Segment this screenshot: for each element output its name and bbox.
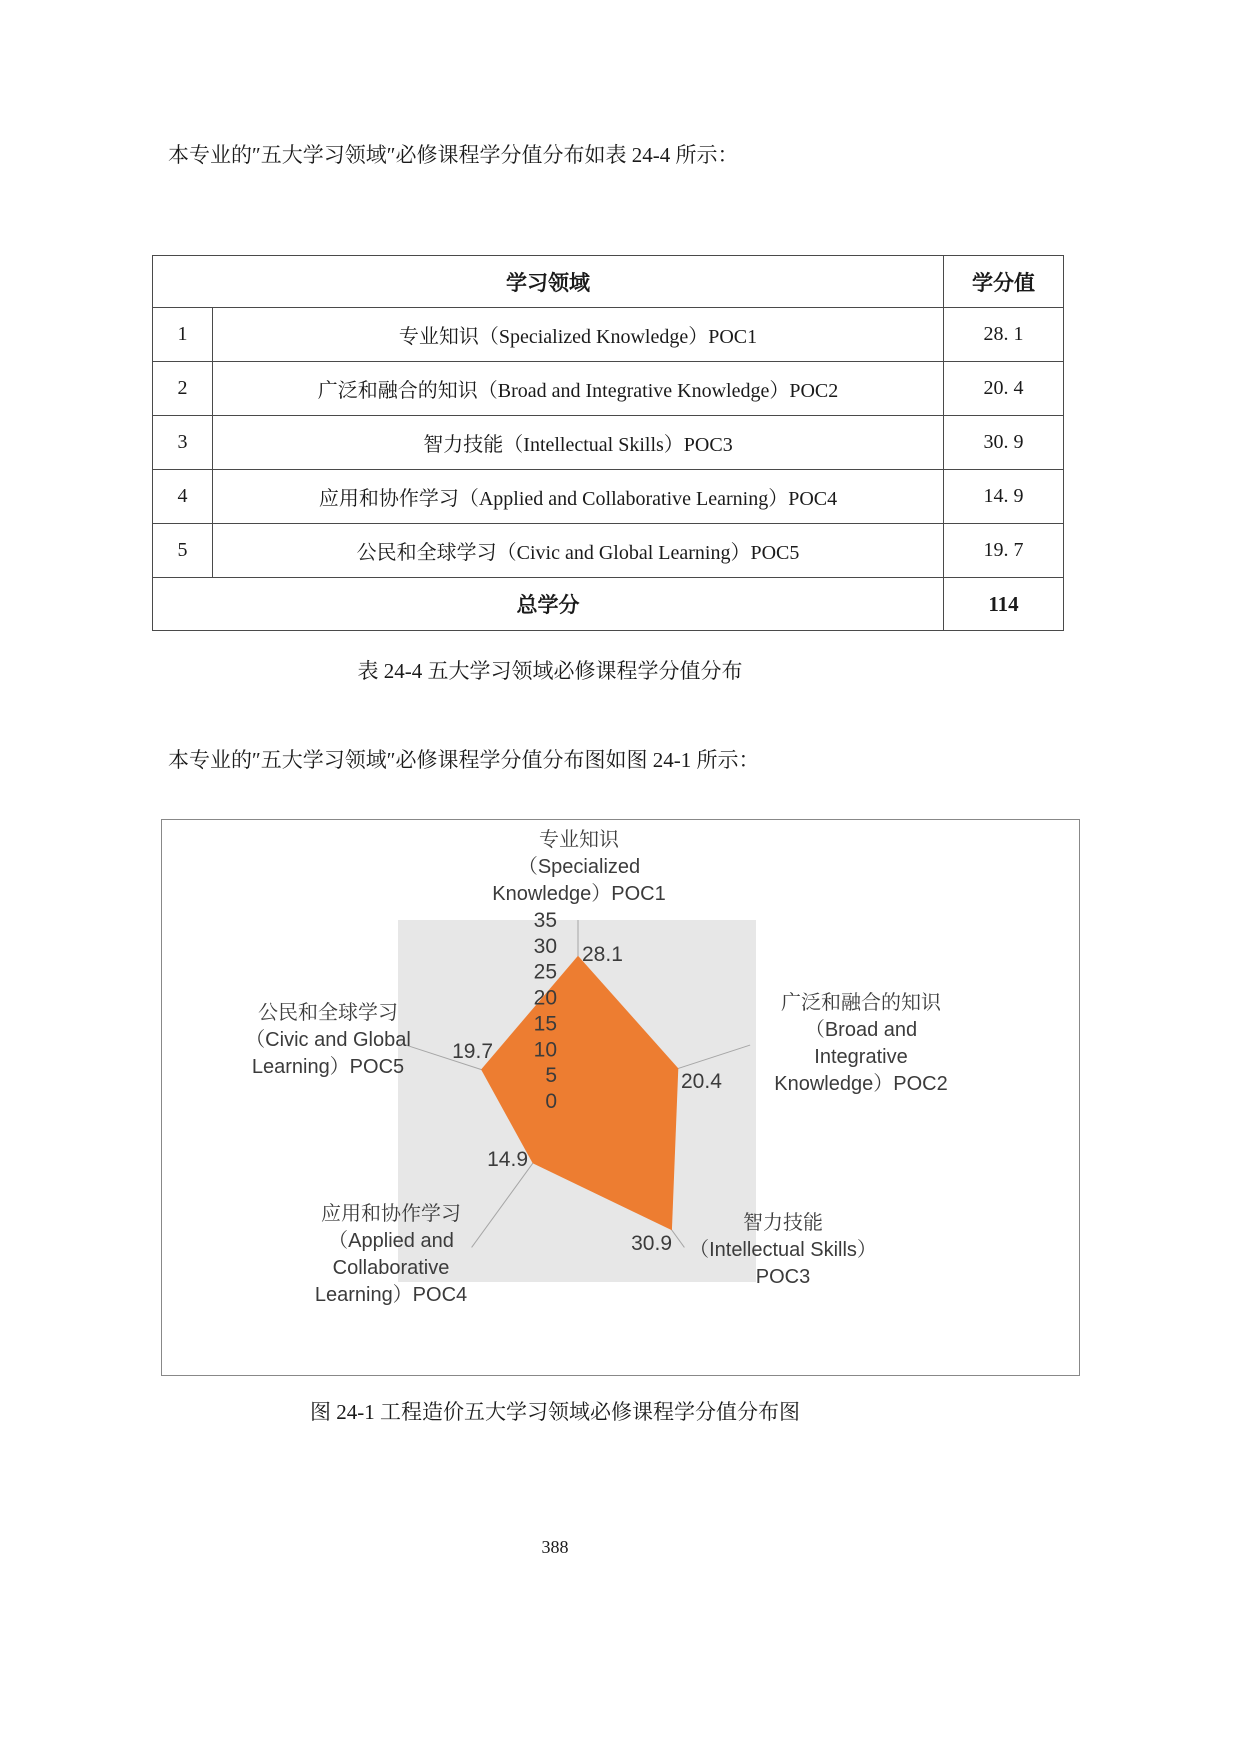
category-label-line: （Broad and bbox=[804, 1019, 918, 1041]
category-label-line: 公民和全球学习 bbox=[258, 1002, 398, 1024]
table-row bbox=[153, 524, 1064, 578]
table-row bbox=[153, 416, 1064, 470]
area-name-cell: 广泛和融合的知识（Broad and Integrative Knowledge）POC2 bbox=[213, 362, 944, 416]
category-label-poc3 bbox=[689, 1210, 877, 1291]
credits-table-body bbox=[153, 256, 1064, 631]
table-row bbox=[153, 362, 1064, 416]
page-number: 388 bbox=[541, 1537, 569, 1557]
total-value-cell: 114 bbox=[944, 578, 1064, 631]
table-caption: 表 24-4 五大学习领域必修课程学分值分布 bbox=[357, 659, 743, 683]
radial-axis-tick-35: 35 bbox=[533, 909, 557, 932]
table-total-row bbox=[153, 578, 1064, 631]
row-number-cell: 3 bbox=[153, 416, 213, 470]
category-label-poc5 bbox=[245, 1000, 411, 1081]
table-header-credits: 学分值 bbox=[944, 256, 1064, 308]
category-label-line: Collaborative bbox=[332, 1257, 450, 1279]
category-label-line: 专业知识 bbox=[539, 829, 619, 851]
credit-value-cell: 19. 7 bbox=[944, 524, 1064, 578]
figure-caption: 图 24-1 工程造价五大学习领域必修课程学分值分布图 bbox=[310, 1400, 800, 1424]
data-value-label-poc4: 14.9 bbox=[487, 1148, 528, 1171]
radial-axis-tick-15: 15 bbox=[533, 1012, 557, 1036]
data-value-label-poc1: 28.1 bbox=[582, 943, 623, 966]
data-value-label-poc2: 20.4 bbox=[681, 1070, 722, 1093]
area-name-cell: 公民和全球学习（Civic and Global Learning）POC5 bbox=[213, 524, 944, 578]
category-label-line: 智力技能 bbox=[743, 1212, 823, 1234]
total-label-cell: 总学分 bbox=[153, 578, 944, 631]
category-label-line: 广泛和融合的知识 bbox=[781, 992, 941, 1014]
credit-value-cell: 14. 9 bbox=[944, 470, 1064, 524]
data-value-label-poc5: 19.7 bbox=[452, 1040, 493, 1063]
category-label-line: 应用和协作学习 bbox=[321, 1203, 461, 1225]
area-name-cell: 智力技能（Intellectual Skills）POC3 bbox=[213, 416, 944, 470]
credit-value-cell: 28. 1 bbox=[944, 308, 1064, 362]
area-name-cell: 应用和协作学习（Applied and Collaborative Learning）POC4 bbox=[213, 470, 944, 524]
category-label-line: Learning）POC5 bbox=[251, 1056, 405, 1078]
radial-axis-tick-0: 0 bbox=[545, 1090, 557, 1113]
row-number-cell: 4 bbox=[153, 470, 213, 524]
radial-axis-tick-5: 5 bbox=[545, 1064, 557, 1088]
figure-box bbox=[161, 819, 1080, 1376]
radial-axis-tick-10: 10 bbox=[533, 1038, 557, 1062]
category-label-line: POC3 bbox=[755, 1266, 811, 1288]
table-row bbox=[153, 308, 1064, 362]
category-label-line: （Applied and bbox=[328, 1230, 454, 1252]
category-label-poc2 bbox=[774, 990, 947, 1098]
row-number-cell: 2 bbox=[153, 362, 213, 416]
row-number-cell: 5 bbox=[153, 524, 213, 578]
category-label-line: Integrative bbox=[814, 1046, 908, 1068]
credit-value-cell: 30. 9 bbox=[944, 416, 1064, 470]
table-header-row bbox=[153, 256, 1064, 308]
radial-axis-tick-25: 25 bbox=[533, 960, 557, 984]
table-header-area: 学习领域 bbox=[153, 256, 944, 308]
area-name-cell: 专业知识（Specialized Knowledge）POC1 bbox=[213, 308, 944, 362]
category-label-line: Knowledge）POC2 bbox=[774, 1073, 948, 1095]
data-value-label-poc3: 30.9 bbox=[631, 1232, 672, 1255]
category-label-line: （Civic and Global bbox=[245, 1029, 411, 1051]
category-label-line: （Intellectual Skills） bbox=[689, 1239, 877, 1261]
category-label-line: Learning）POC4 bbox=[314, 1284, 468, 1306]
credits-table bbox=[152, 255, 1064, 631]
radial-axis-tick-30: 30 bbox=[533, 934, 557, 958]
credit-value-cell: 20. 4 bbox=[944, 362, 1064, 416]
intro-paragraph-figure: 本专业的″五大学习领域″必修课程学分值分布图如图 24-1 所示： bbox=[168, 748, 760, 772]
category-label-line: Knowledge）POC1 bbox=[492, 883, 666, 905]
intro-paragraph-table: 本专业的″五大学习领域″必修课程学分值分布如表 24-4 所示： bbox=[168, 143, 739, 167]
row-number-cell: 1 bbox=[153, 308, 213, 362]
category-label-poc4 bbox=[315, 1201, 467, 1309]
category-label-poc1 bbox=[492, 827, 665, 908]
category-label-line: （Specialized bbox=[517, 856, 641, 878]
table-row bbox=[153, 470, 1064, 524]
radial-axis-tick-20: 20 bbox=[533, 986, 557, 1010]
